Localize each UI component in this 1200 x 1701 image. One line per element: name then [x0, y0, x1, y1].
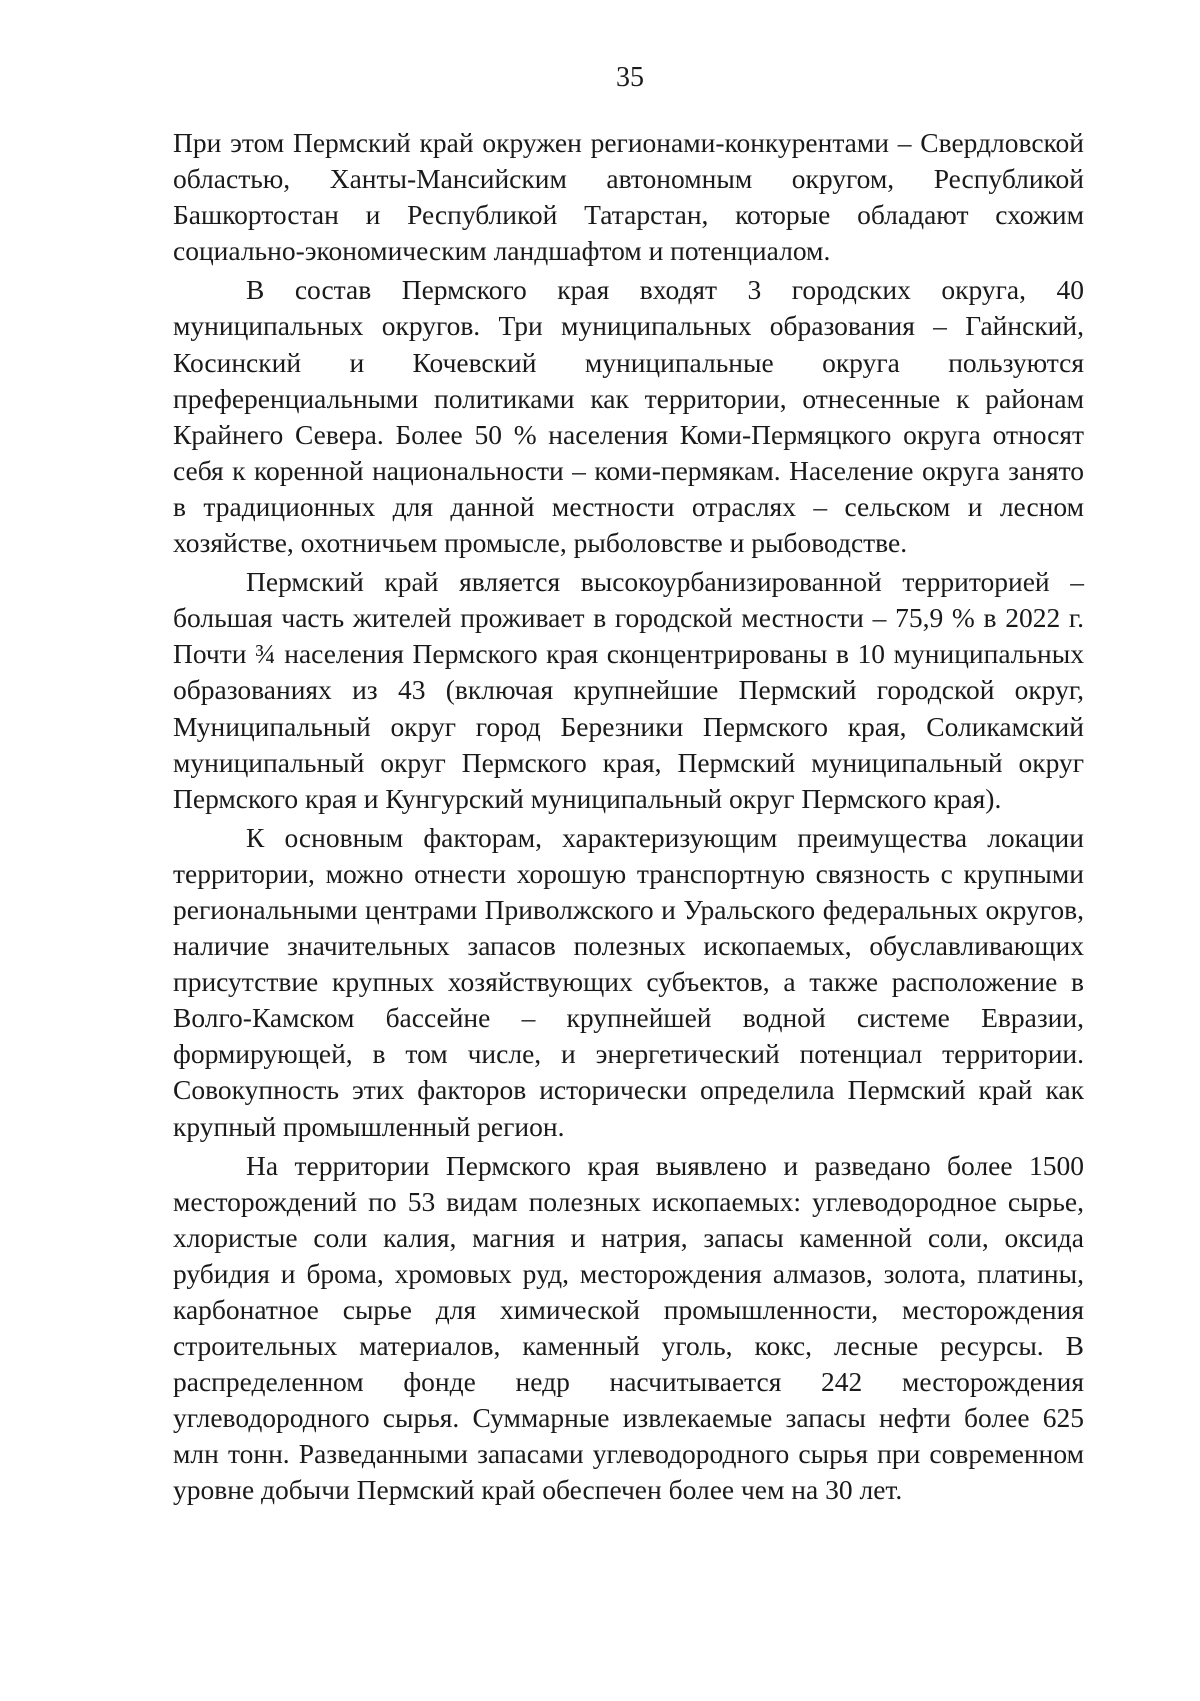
- paragraph-mineral-resources: На территории Пермского края выявлено и разведано более 1500 месторождений по 53 видам полезных ископаемых: углеводородное сырье, хлористые соли калия, магния и натрия, запасы каменной соли, оксида рубидия и брома, хромовых руд, месторождения алмазов, золота, платины, карбонатное сырье для химической промышленности, месторождения строительных материалов, каменный уголь, кокс, лесные ресурсы. В распределенном фонде недр насчитывается 242 месторождения углеводородного сырья. Суммарные извлекаемые запасы нефти более 625 млн тонн. Разведанными запасами углеводородного сырья при современном уровне добычи Пермский край обеспечен более чем на 30 лет.: [173, 1149, 1084, 1506]
- paragraph-urbanization: Пермский край является высокоурбанизированной территорией – большая часть жителей проживает в городской местности – 75,9 % в 2022 г. Почти ¾ населения Пермского края сконцентрированы в 10 муниципальных образованиях из 43 (включая крупнейшие Пермский городской округ, Муниципальный округ город Березники Пермского края, Соликамский муниципальный округ Пермского края, Пермский муниципальный округ Пермского края и Кунгурский муниципальный округ Пермского края).: [173, 566, 1084, 814]
- paragraph-location-factors: К основным факторам, характеризующим преимущества локации территории, можно отнести хорошую транспортную связность с крупными региональными центрами Приволжского и Уральского федеральных округов, наличие значительных запасов полезных ископаемых, обуславливающих присутствие крупных хозяйствующих субъектов, а также расположение в Волго-Камском бассейне – крупнейшей водной системе Евразии, формирующей, в том числе, и энергетический потенциал территории. Совокупность этих факторов исторически определила Пермский край как крупный промышленный регион.: [173, 821, 1084, 1142]
- document-body: [173, 125, 1084, 1509]
- page-number: 35: [616, 62, 644, 93]
- paragraph-neighbor-regions: При этом Пермский край окружен регионами-конкурентами – Свердловской областью, Ханты-Мансийским автономным округом, Республикой Башкортостан и Республикой Татарстан, которые обладают схожим социально-экономическим ландшафтом и потенциалом.: [173, 127, 1084, 267]
- paragraph-administrative-composition: В состав Пермского края входят 3 городских округа, 40 муниципальных округов. Три муниципальных образования – Гайнский, Косинский и Кочевский муниципальные округа пользуются преференциальными политиками как территории, отнесенные к районам Крайнего Севера. Более 50 % населения Коми-Пермяцкого округа относят себя к коренной национальности – коми-пермякам. Население округа занято в традиционных для данной местности отраслях – сельском и лесном хозяйстве, охотничьем промысле, рыболовстве и рыбоводстве.: [173, 274, 1084, 559]
